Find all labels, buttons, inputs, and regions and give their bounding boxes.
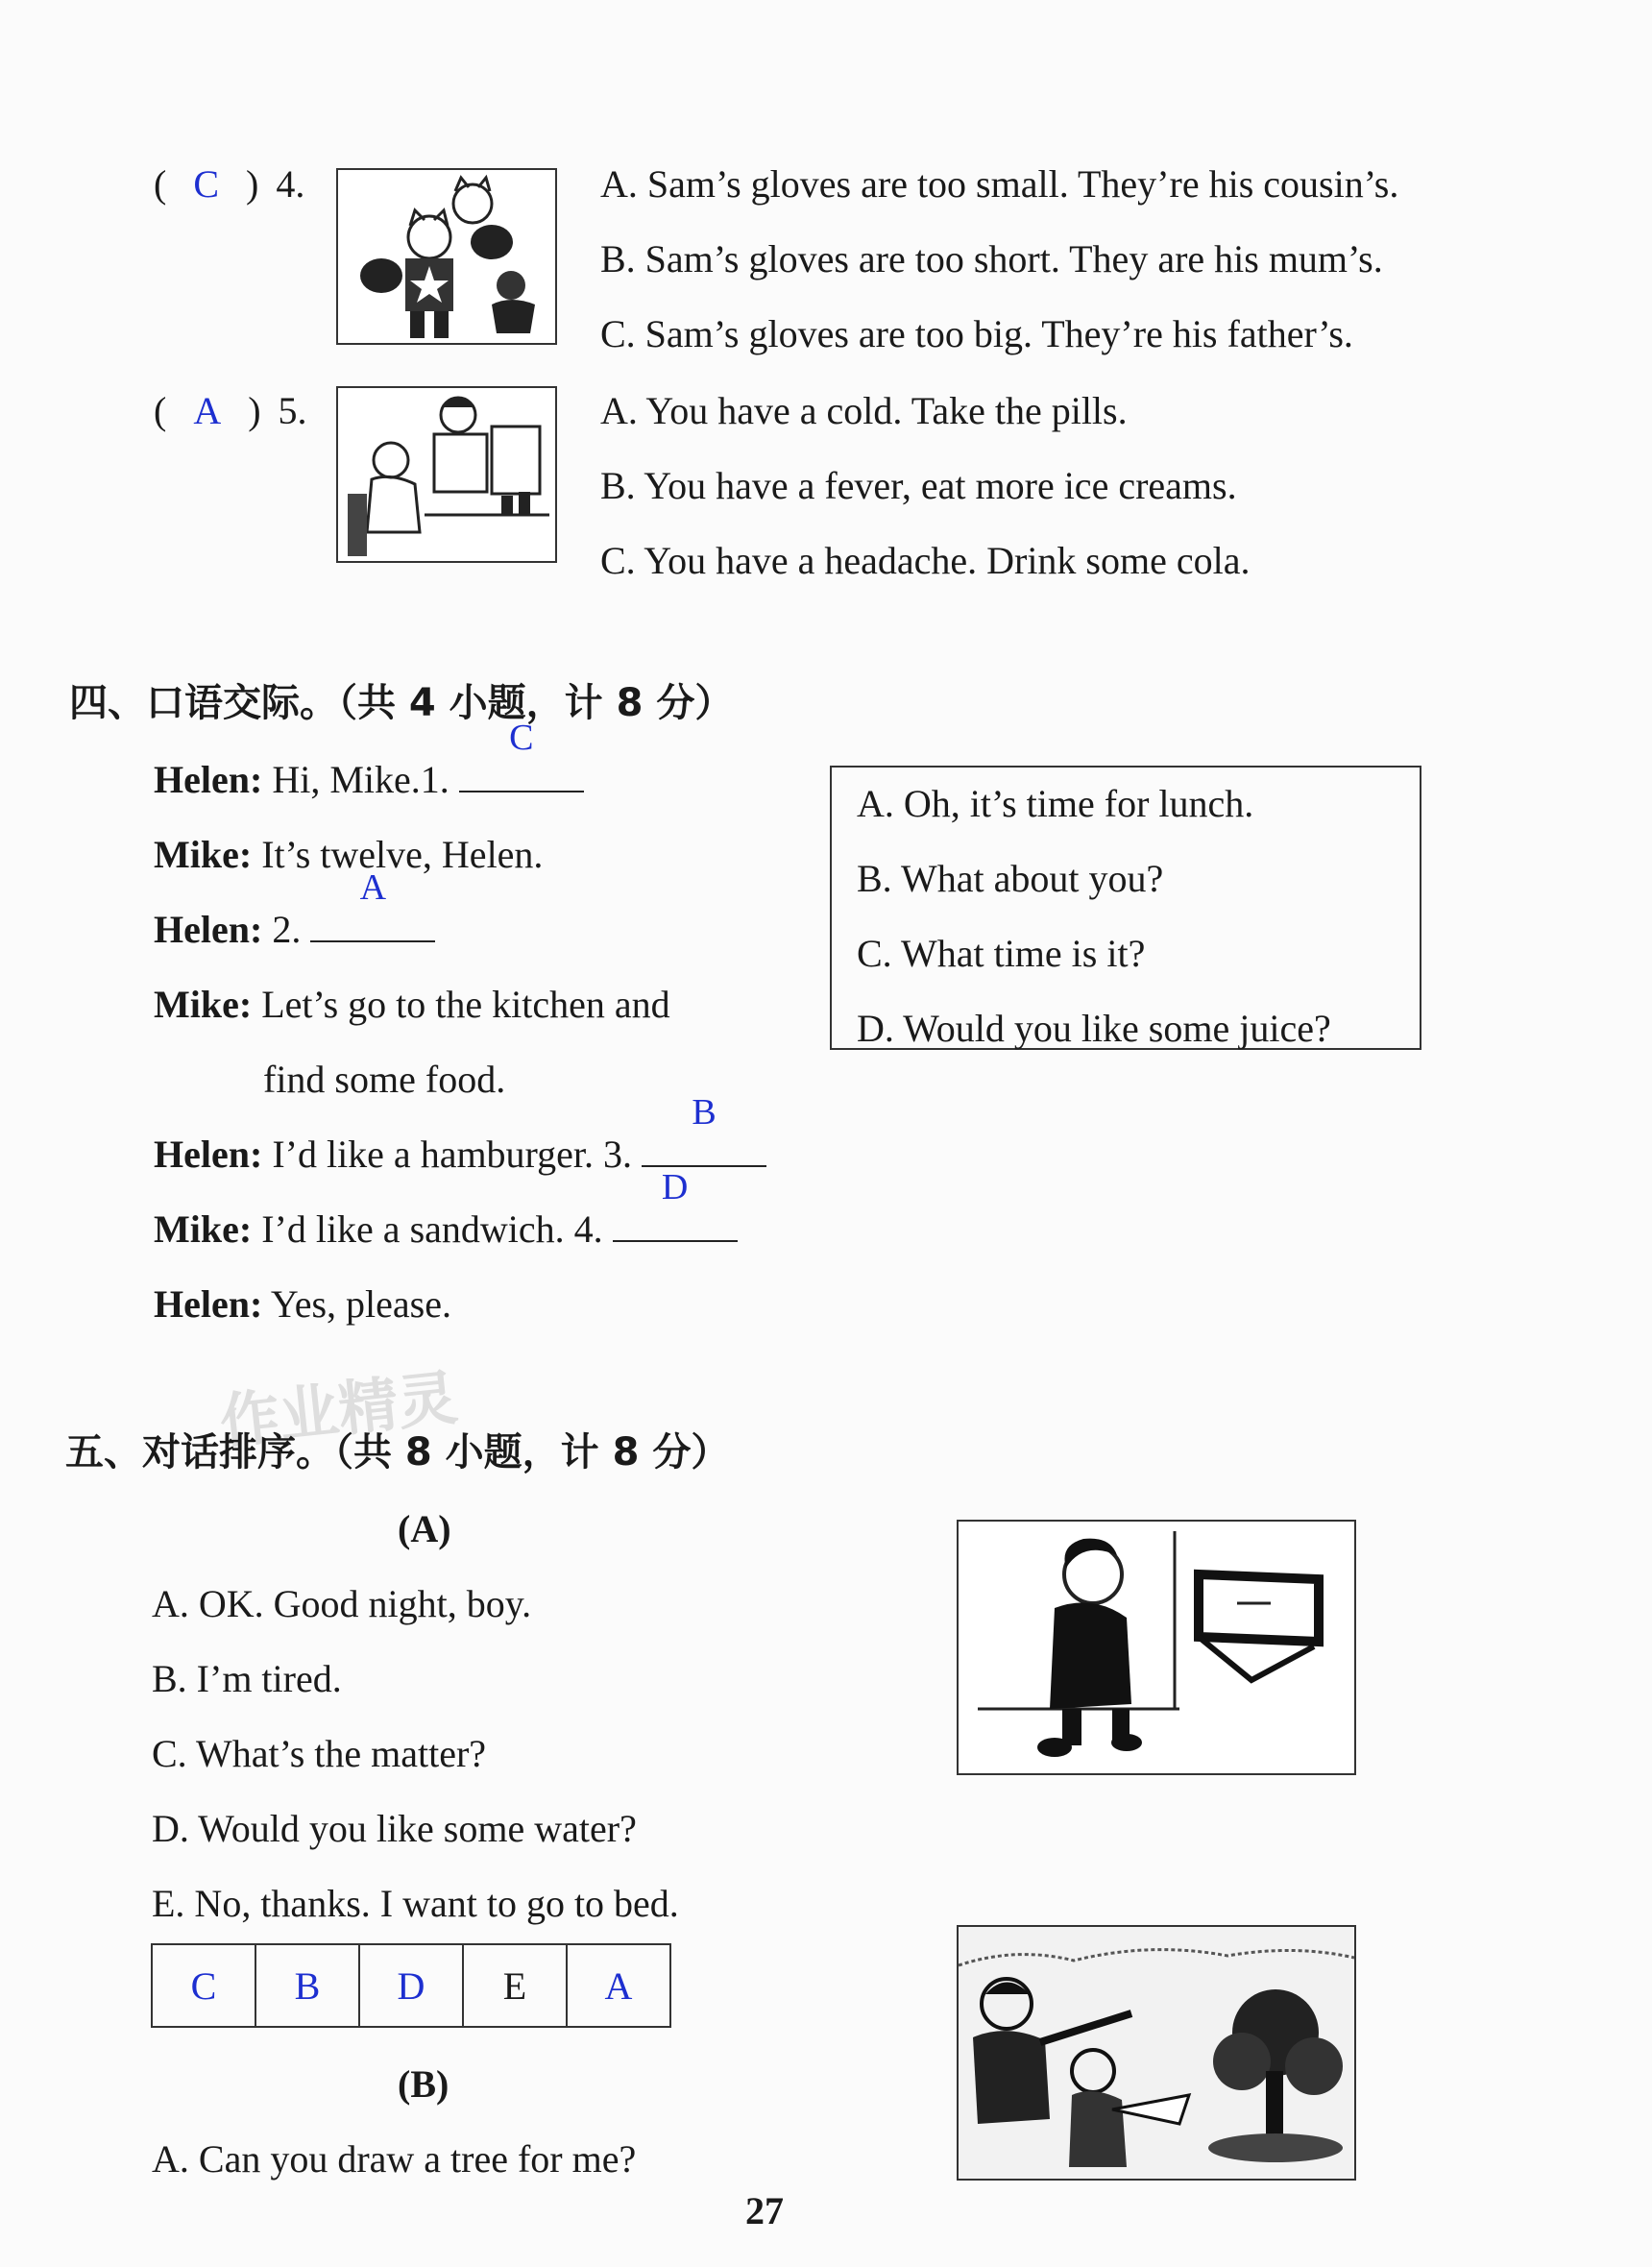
q4-answer-paren: ( C ) 4. [154, 162, 305, 206]
q4-number: 4. [276, 162, 305, 206]
s4-option-c: C. What time is it? [857, 932, 1146, 975]
order-cell-5[interactable]: A [567, 1944, 670, 2027]
section4-options-box [830, 766, 1421, 1050]
part-a-line-e: E. No, thanks. I want to go to bed. [152, 1882, 679, 1925]
q4-option-a: A. Sam’s gloves are too small. They’re his cousin’s. [600, 162, 1399, 206]
part-b-label: (B) [398, 2062, 449, 2106]
blank-2[interactable]: A [310, 912, 435, 942]
order-cell-3[interactable]: D [359, 1944, 463, 2027]
dialogue-line-1: Helen: Hi, Mike.1. C [154, 761, 584, 799]
dialogue-line-6: Helen: I’d like a hamburger. 3. B [154, 1135, 766, 1174]
dialogue-line-2: Mike: It’s twelve, Helen. [154, 833, 544, 876]
dialogue-line-8: Helen: Yes, please. [154, 1282, 451, 1326]
dialogue-line-3: Helen: 2. A [154, 911, 435, 949]
q5-answer: A [193, 389, 222, 432]
part-a-picture-tired-boy [957, 1520, 1356, 1775]
blank-1[interactable]: C [459, 762, 584, 792]
blank-4[interactable]: D [613, 1211, 738, 1242]
part-a-line-d: D. Would you like some water? [152, 1807, 637, 1850]
section5-heading: 五、对话排序。（共 8 小题，计 8 分） [65, 1430, 730, 1475]
order-cell-1[interactable]: C [152, 1944, 255, 2027]
part-b-picture-drawing-tree [957, 1925, 1356, 2181]
s4-option-a: A. Oh, it’s time for lunch. [857, 782, 1254, 825]
blank-3[interactable]: B [642, 1136, 766, 1167]
part-a-line-a: A. OK. Good night, boy. [152, 1582, 532, 1625]
q5-option-a: A. You have a cold. Take the pills. [600, 389, 1128, 432]
q5-option-c: C. You have a headache. Drink some cola. [600, 539, 1251, 582]
q5-option-b: B. You have a fever, eat more ice creams. [600, 464, 1237, 507]
q4-option-b: B. Sam’s gloves are too short. They are his mum’s. [600, 237, 1383, 280]
q5-number: 5. [278, 389, 307, 432]
part-a-label: (A) [398, 1507, 451, 1550]
s4-option-b: B. What about you? [857, 857, 1164, 900]
page-number: 27 [745, 2189, 784, 2232]
part-a-line-c: C. What’s the matter? [152, 1732, 487, 1775]
part-b-line-a: A. Can you draw a tree for me? [152, 2137, 637, 2181]
q4-picture-cats-with-gloves [336, 168, 557, 345]
q5-picture-doctor-and-patient [336, 386, 557, 563]
dialogue-line-5: find some food. [263, 1058, 506, 1101]
q4-option-c: C. Sam’s gloves are too big. They’re his father’s. [600, 312, 1353, 355]
order-cell-2[interactable]: B [255, 1944, 359, 2027]
part-a-line-b: B. I’m tired. [152, 1657, 342, 1700]
section4-heading: 四、口语交际。（共 4 小题，计 8 分） [69, 681, 734, 725]
part-a-order-table [151, 1943, 671, 2028]
q4-answer: C [193, 162, 220, 206]
s4-option-d: D. Would you like some juice? [857, 1007, 1331, 1050]
q5-answer-paren: ( A ) 5. [154, 389, 307, 432]
watermark: 作业精灵 [216, 1362, 461, 1457]
dialogue-line-7: Mike: I’d like a sandwich. 4. D [154, 1210, 738, 1249]
dialogue-line-4: Mike: Let’s go to the kitchen and [154, 983, 670, 1026]
order-cell-4[interactable]: E [463, 1944, 567, 2027]
